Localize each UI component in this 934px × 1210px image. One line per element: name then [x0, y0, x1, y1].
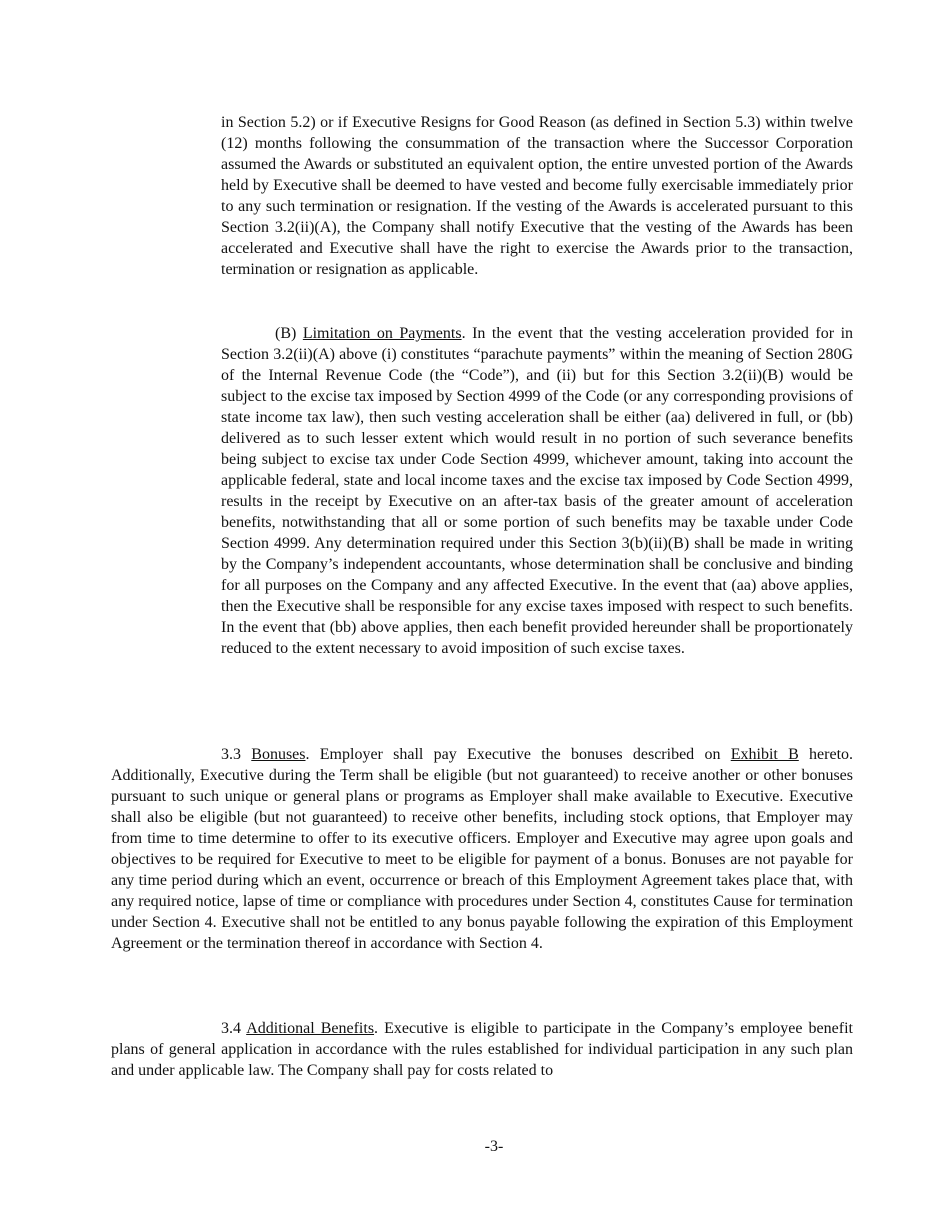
- paragraph-limitation-on-payments: [221, 323, 853, 659]
- subsection-label: (B): [275, 325, 297, 342]
- paragraph-bonuses: [111, 744, 853, 954]
- paragraph-text: . Employer shall pay Executive the bonuses described on: [305, 746, 731, 763]
- paragraph-text-continued: hereto. Additionally, Executive during the Term shall be eligible (but not guaranteed) to receive another or other bonuses pursuant to such unique or general plans or programs as Employer shall make available to Executive. Executive shall also be eligible (but not guaranteed) to receive other benefits, including stock options, that Employer may from time to time determine to offer to its executive officers. Employer and Executive may agree upon goals and objectives to be required for Executive to meet to be eligible for payment of a bonus. Bonuses are not payable for any time period during which an event, occurrence or breach of this Employment Agreement takes place that, with any required notice, lapse of time or compliance with procedures under Section 4, constitutes Cause for termination under Section 4. Executive shall not be entitled to any bonus payable following the expiration of this Employment Agreement or the termination thereof in accordance with Section 4.: [111, 746, 854, 952]
- paragraph-text: in Section 5.2) or if Executive Resigns for Good Reason (as defined in Section 5.3) within twelve (12) months following the consummation of the transaction where the Successor Corporation assumed the Awards or substituted an equivalent option, the entire unvested portion of the Awards held by Executive shall be deemed to have vested and become fully exercisable immediately prior to any such termination or resignation. If the vesting of the Awards is accelerated pursuant to this Section 3.2(ii)(A), the Company shall notify Executive that the vesting of the Awards has been accelerated and Executive shall have the right to exercise the Awards prior to the transaction, termination or resignation as applicable.: [221, 114, 853, 278]
- section-heading: Additional Benefits: [246, 1020, 375, 1037]
- paragraph-text: . Executive is eligible to participate in the Company’s employee benefit plans of general application in accordance with the rules established for individual participation in any such plan and under applicable law. The Company shall pay for costs related to: [111, 1020, 853, 1079]
- exhibit-reference: Exhibit B: [730, 746, 799, 763]
- paragraph-additional-benefits: [111, 1018, 853, 1081]
- subsection-heading: Limitation on Payments: [302, 325, 462, 342]
- section-heading: Bonuses: [251, 746, 306, 763]
- page-number: -3-: [484, 1138, 504, 1155]
- paragraph-awards-vesting: [221, 112, 853, 280]
- section-number: 3.3: [221, 746, 241, 763]
- paragraph-text: . In the event that the vesting acceleration provided for in Section 3.2(ii)(A) above (i) constitutes “parachute payments” within the meaning of Section 280G of the Internal Revenue Code (the “Code”), and (ii) but for this Section 3.2(ii)(B) would be subject to the excise tax imposed by Section 4999 of the Code (or any corresponding provisions of state income tax law), then such vesting acceleration shall be either (aa) delivered in full, or (bb) delivered as to such lesser extent which would result in no portion of such severance benefits being subject to excise tax under Code Section 4999, whichever amount, taking into account the applicable federal, state and local income taxes and the excise tax imposed by Code Section 4999, results in the receipt by Executive on an after-tax basis of the greater amount of acceleration benefits, notwithstanding that all or some portion of such benefits may be taxable under Code Section 4999. Any determination required under this Section 3(b)(ii)(B) shall be made in writing by the Company’s independent accountants, whose determination shall be conclusive and binding for all purposes on the Company and any affected Executive. In the event that (aa) above applies, then the Executive shall be responsible for any excise taxes imposed with respect to such benefits. In the event that (bb) above applies, then each benefit provided hereunder shall be proportionately reduced to the extent necessary to avoid imposition of such excise taxes.: [221, 325, 854, 657]
- section-number: 3.4: [221, 1020, 241, 1037]
